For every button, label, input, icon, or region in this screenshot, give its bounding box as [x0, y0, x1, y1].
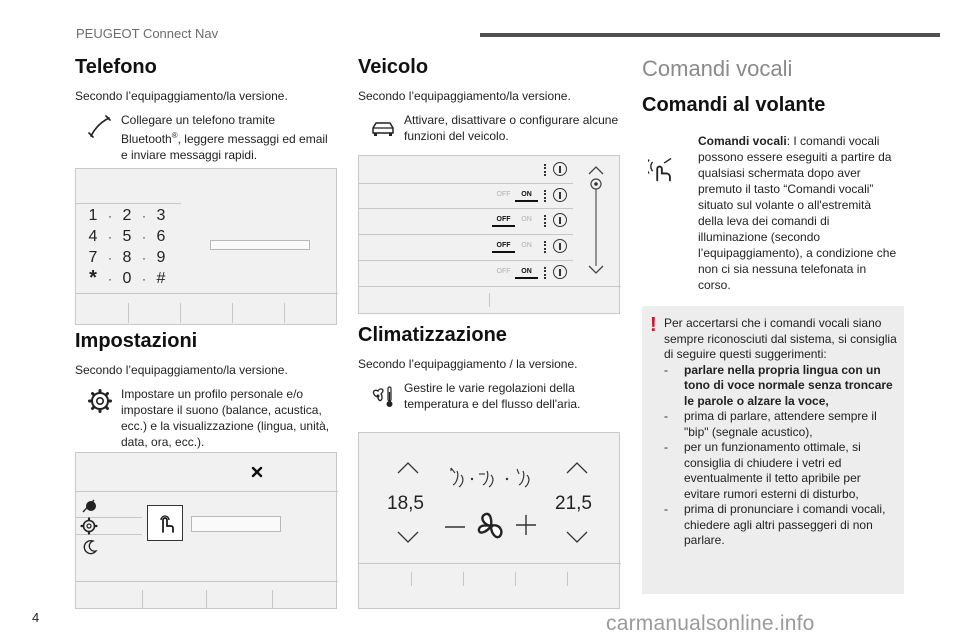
- keypad-row: [86, 226, 186, 247]
- on-off-toggle[interactable]: [492, 190, 538, 202]
- keypad-row: [86, 247, 186, 268]
- settings-gear-icon[interactable]: [80, 517, 98, 535]
- section-veicolo: [358, 56, 620, 152]
- vehicle-function-row[interactable]: [359, 263, 573, 283]
- phone-icon: [87, 114, 113, 140]
- tip-dash: -: [664, 502, 668, 516]
- keypad-separator: ·: [108, 229, 112, 244]
- temp-left-value: 18,5: [387, 493, 424, 514]
- scrollbar[interactable]: [586, 164, 606, 276]
- voice-command-icon: [648, 155, 678, 185]
- tip-text: per un funzionamento ottimale, si consiglia di chiudere i vetri ed eventualmente il tetto apribile per evitare rumori esterni di disturbo,: [684, 440, 861, 501]
- comandi-volante-title: Comandi al volante: [642, 94, 826, 116]
- impostazioni-subtitle: Secondo l’equipaggiamento/la versione.: [75, 363, 288, 377]
- tip-text: prima di parlare, attendere sempre il "bip" (segnale acustico),: [684, 409, 877, 439]
- keypad-key-10[interactable]: 0: [122, 269, 132, 287]
- section-telefono: [75, 56, 337, 163]
- veicolo-screen: [358, 155, 620, 314]
- close-icon[interactable]: [251, 466, 263, 478]
- toggle-on-label: ON: [515, 190, 538, 202]
- vehicle-function-row[interactable]: [359, 186, 573, 206]
- info-icon[interactable]: [553, 188, 567, 202]
- tips-text: [664, 316, 900, 549]
- fan-speed-minus-icon[interactable]: [445, 525, 465, 529]
- tip-text: prima di pronunciare i comandi vocali, chiedere agli altri passeggeri di non parlare.: [684, 502, 886, 547]
- section-climatizzazione: [358, 324, 620, 420]
- fan-thermometer-icon: [370, 384, 396, 410]
- keypad-key-9[interactable]: *: [89, 267, 97, 289]
- keypad-key-6[interactable]: 7: [88, 248, 98, 266]
- gear-icon: [87, 388, 113, 414]
- keypad-separator: ·: [108, 208, 112, 223]
- toggle-on-label: ON: [521, 216, 532, 223]
- keypad-separator: ·: [142, 208, 146, 223]
- more-options-icon[interactable]: [544, 215, 546, 227]
- temp-left-down-icon[interactable]: [396, 530, 420, 544]
- impostazioni-screen: [75, 452, 337, 609]
- info-icon-bar: [559, 217, 561, 224]
- phone-number-field[interactable]: [210, 240, 310, 250]
- tip-dash: -: [664, 440, 668, 454]
- tips-intro: Per accertarsi che i comandi vocali siano sempre riconosciuti dal sistema, si consiglia di seguire questi suggerimenti:: [664, 316, 897, 361]
- page-number: 4: [32, 610, 40, 625]
- veicolo-description: Attivare, disattivare o configurare alcune funzioni del veicolo.: [404, 113, 619, 143]
- info-icon[interactable]: [553, 213, 567, 227]
- impostazioni-description: Impostare un profilo personale e/o impostare il suono (balance, acustica, ecc.) e la visualizzazione (lingua, unità, data, ora, ecc.).: [121, 387, 330, 449]
- more-options-icon[interactable]: [544, 164, 546, 176]
- tip-item: [664, 440, 900, 502]
- keypad-separator: ·: [108, 250, 112, 265]
- keypad-key-7[interactable]: 8: [122, 248, 132, 266]
- more-options-icon[interactable]: [544, 241, 546, 253]
- tip-item: [664, 409, 900, 440]
- telefono-info: [75, 112, 337, 163]
- watermark: carmanualsonline.info: [606, 612, 815, 635]
- vehicle-function-row[interactable]: [359, 237, 573, 257]
- keypad-row: [86, 205, 186, 226]
- telefono-description: Collegare un telefono tramite Bluetooth®, leggere messaggi ed email e inviare messaggi rapidi.: [121, 113, 328, 162]
- telefono-subtitle: Secondo l’equipaggiamento/la versione.: [75, 89, 288, 103]
- info-icon-bar: [559, 269, 561, 276]
- climatizzazione-title: Climatizzazione: [358, 324, 507, 346]
- tip-text: parlare nella propria lingua con un tono di voce normale senza troncare le parole o alzare la voce,: [684, 362, 893, 408]
- toggle-on-label: ON: [515, 267, 538, 279]
- section-comandi-vocali: [642, 56, 904, 293]
- veicolo-info: [358, 112, 620, 152]
- keypad-key-5[interactable]: 6: [156, 227, 166, 245]
- keypad-key-4[interactable]: 5: [122, 227, 132, 245]
- veicolo-subtitle: Secondo l’equipaggiamento/la versione.: [358, 89, 571, 103]
- temp-left-up-icon[interactable]: [396, 461, 420, 475]
- keypad-key-2[interactable]: 3: [156, 206, 166, 224]
- user-touch-icon: [156, 512, 176, 534]
- info-icon[interactable]: [553, 162, 567, 176]
- temp-right-up-icon[interactable]: [565, 461, 589, 475]
- info-icon[interactable]: [553, 239, 567, 253]
- climatizzazione-subtitle: Secondo l’equipaggiamento / la versione.: [358, 357, 578, 371]
- profile-icon[interactable]: [80, 498, 98, 514]
- telefono-title: Telefono: [75, 56, 157, 78]
- comandi-vocali-title: Comandi vocali: [642, 56, 793, 81]
- comandi-info: [642, 133, 904, 293]
- tip-dash: -: [664, 362, 668, 377]
- temp-right-down-icon[interactable]: [565, 530, 589, 544]
- more-options-icon[interactable]: [544, 267, 546, 279]
- keypad-key-8[interactable]: 9: [156, 248, 166, 266]
- tip-dash: -: [664, 409, 668, 423]
- climatizzazione-info: [358, 380, 620, 420]
- toggle-on-label: ON: [521, 242, 532, 249]
- info-icon-bar: [559, 166, 561, 173]
- airflow-modes-icon[interactable]: [447, 465, 539, 491]
- header-bar: [480, 33, 940, 37]
- info-icon[interactable]: [553, 265, 567, 279]
- more-options-icon[interactable]: [544, 190, 546, 202]
- fan-speed-plus-icon[interactable]: [516, 515, 536, 535]
- tips-list: [664, 363, 900, 549]
- info-icon-bar: [559, 192, 561, 199]
- keypad-key-1[interactable]: 2: [122, 206, 132, 224]
- keypad-separator: ·: [142, 271, 146, 286]
- keypad-key-3[interactable]: 4: [88, 227, 98, 245]
- info-icon-bar: [559, 243, 561, 250]
- tip-item: [664, 502, 900, 549]
- keypad-key-0[interactable]: 1: [88, 206, 98, 224]
- header-title: PEUGEOT Connect Nav: [76, 26, 219, 41]
- keypad-key-11[interactable]: #: [156, 269, 166, 287]
- vehicle-function-row[interactable]: [359, 211, 573, 231]
- telefono-screen: [75, 168, 337, 325]
- night-mode-icon[interactable]: [82, 539, 98, 555]
- car-icon: [370, 116, 396, 142]
- toggle-off-label: OFF: [492, 241, 515, 253]
- tips-box: [642, 306, 904, 594]
- toggle-off-label: OFF: [492, 215, 515, 227]
- section-impostazioni: [75, 330, 337, 450]
- on-off-toggle[interactable]: [492, 267, 538, 279]
- climatizzazione-screen: [358, 432, 620, 609]
- climatizzazione-description: Gestire le varie regolazioni della temperatura e del flusso dell'aria.: [404, 381, 581, 411]
- impostazioni-title: Impostazioni: [75, 330, 198, 352]
- on-off-toggle[interactable]: [492, 215, 538, 227]
- vehicle-function-row[interactable]: [359, 160, 573, 180]
- keypad-row: [86, 268, 186, 289]
- temp-right-value: 21,5: [555, 493, 592, 514]
- tip-item: [664, 363, 900, 410]
- veicolo-title: Veicolo: [358, 56, 429, 78]
- warning-icon: !: [650, 314, 657, 336]
- on-off-toggle[interactable]: [492, 241, 538, 253]
- comandi-description: Comandi vocali: I comandi vocali possono essere eseguiti a partire da qualsiasi schermata dopo aver premuto il tasto “Comandi vocali” situato sul volante o all'estremità della leva dei comandi di illuminazione (secondo l’equipaggiamento), a condizione che non ci sia nessuna telefonata in corso.: [698, 134, 897, 292]
- profile-tile[interactable]: [147, 505, 183, 541]
- toggle-off-label: OFF: [496, 191, 511, 198]
- keypad-separator: ·: [108, 271, 112, 286]
- fan-icon: [476, 511, 506, 543]
- keypad-separator: ·: [142, 229, 146, 244]
- keypad-separator: ·: [142, 250, 146, 265]
- dial-keypad: [86, 205, 186, 289]
- impostazioni-info: [75, 386, 337, 450]
- toggle-off-label: OFF: [496, 268, 511, 275]
- profile-name-field[interactable]: [191, 516, 281, 532]
